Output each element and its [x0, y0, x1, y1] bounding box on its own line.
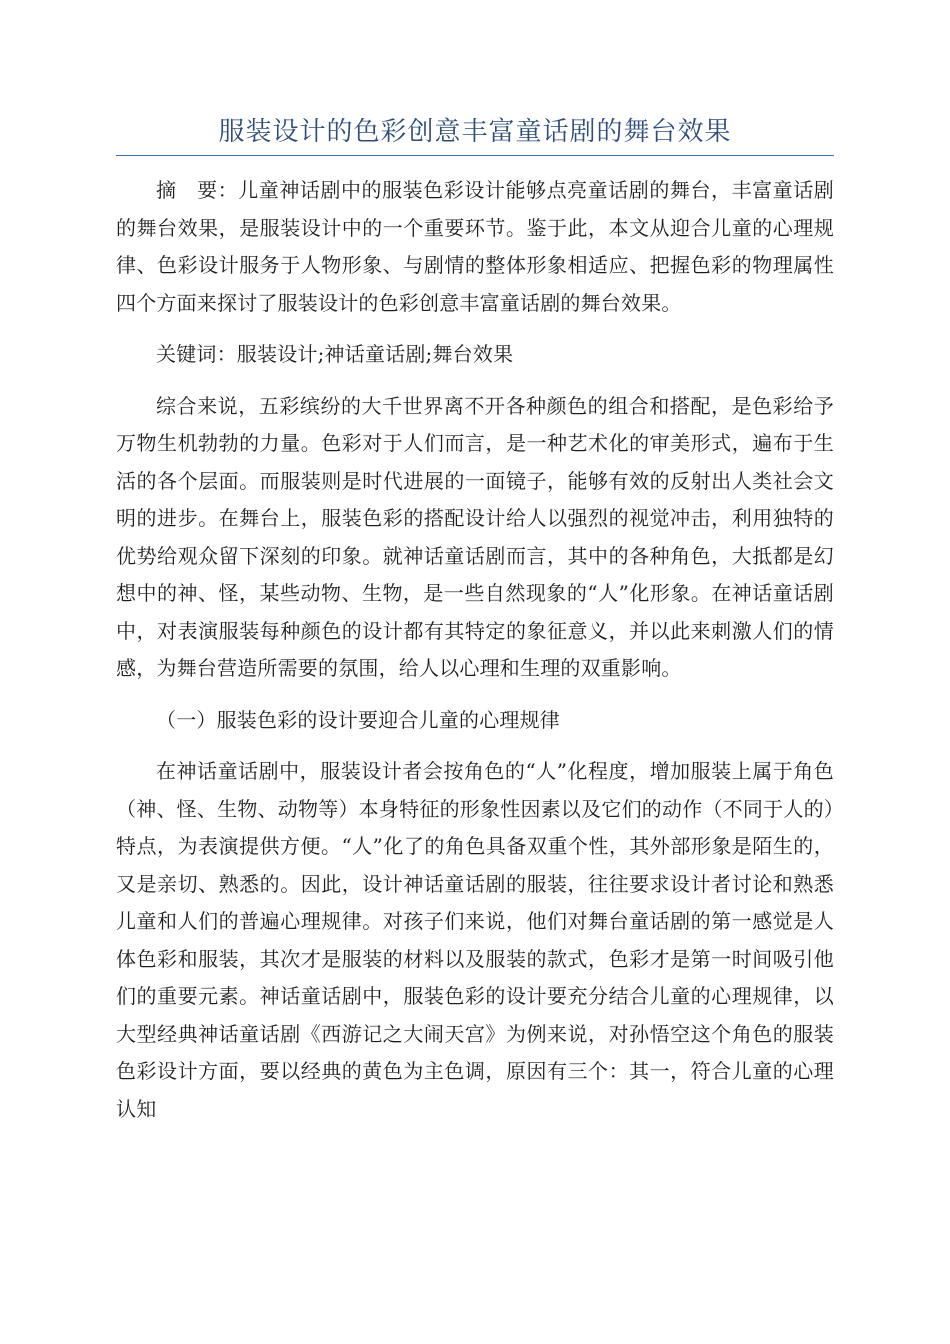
abstract-paragraph: 摘 要：儿童神话剧中的服装色彩设计能够点亮童话剧的舞台，丰富童话剧的舞台效果，是服装设计中的一个重要环节。鉴于此，本文从迎合儿童的心理规律、色彩设计服务于人物形象、与剧情的整体形象相适应、把握色彩的物理属性四个方面来探讨了服装设计的色彩创意丰富童话剧的舞台效果。 [116, 178, 834, 315]
section-heading: （一）服装色彩的设计要迎合儿童的心理规律 [156, 707, 560, 732]
title-underline [116, 155, 834, 156]
section-body-paragraph: 在神话童话剧中，服装设计者会按角色的“人”化程度，增加服装上属于角色（神、怪、生物、动物等）本身特征的形象性因素以及它们的动作（不同于人的）特点，为表演提供方便。“人”化了的角色具备双重个性，其外部形象是陌生的，又是亲切、熟悉的。因此，设计神话童话剧的服装，往往要求设计者讨论和熟悉儿童和人们的普遍心理规律。对孩子们来说，他们对舞台童话剧的第一感觉是人体色彩和服装，其次才是服装的材料以及服装的款式，色彩才是第一时间吸引他们的重要元素。神话童话剧中，服装色彩的设计要充分结合儿童的心理规律，以大型经典神话童话剧《西游记之大闹天宫》为例来说，对孙悟空这个角色的服装色彩设计方面，要以经典的黄色为主色调，原因有三个：其一，符合儿童的心理认知 [116, 759, 834, 1121]
document-title: 服装设计的色彩创意丰富童话剧的舞台效果 [218, 117, 732, 147]
document-body [116, 172, 834, 1128]
intro-paragraph: 综合来说，五彩缤纷的大千世界离不开各种颜色的组合和搭配，是色彩给予万物生机勃勃的力量。色彩对于人们而言，是一种艺术化的审美形式，遍布于生活的各个层面。而服装则是时代进展的一面镜子，能够有效的反射出人类社会文明的进步。在舞台上，服装色彩的搭配设计给人以强烈的视觉冲击，利用独特的优势给观众留下深刻的印象。就神话童话剧而言，其中的各种角色，大抵都是幻想中的神、怪，某些动物、生物，是一些自然现象的“人”化形象。在神话童话剧中，对表演服装每种颜色的设计都有其特定的象征意义，并以此来刺激人们的情感，为舞台营造所需要的氛围，给人以心理和生理的双重影响。 [116, 393, 834, 680]
keywords-line: 关键词：服装设计;神话童话剧;舞台效果 [156, 342, 514, 366]
